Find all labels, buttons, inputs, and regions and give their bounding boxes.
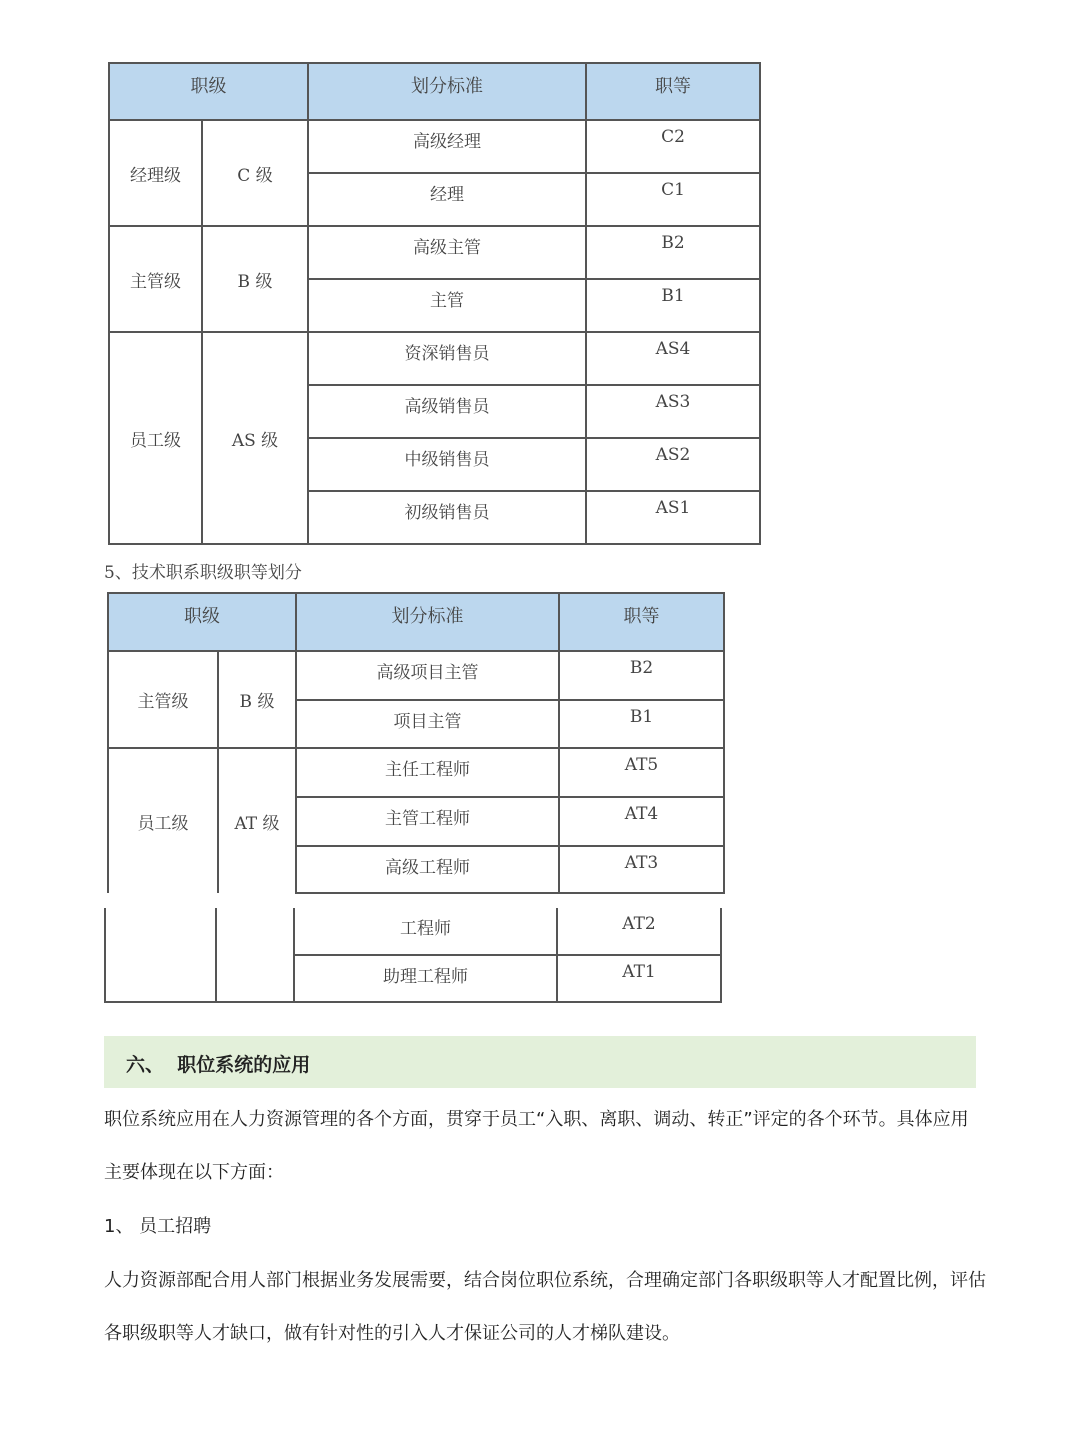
code-cell: AS 级: [202, 332, 308, 544]
list-item-heading: 1、 员工招聘: [104, 1216, 212, 1237]
standard-cell: 高级工程师: [296, 846, 559, 893]
grade-cell: AS3: [586, 385, 760, 438]
standard-cell: 主管: [308, 279, 586, 332]
header-standard: 划分标准: [296, 593, 559, 651]
level-cell: 主管级: [108, 651, 218, 748]
sales-grade-table: [108, 62, 761, 545]
empty-code-cell: [216, 908, 294, 1002]
standard-cell: 助理工程师: [294, 955, 557, 1002]
level-cell: 主管级: [109, 226, 202, 332]
grade-cell: AS2: [586, 438, 760, 491]
standard-cell: 高级主管: [308, 226, 586, 279]
level-cell: 经理级: [109, 120, 202, 226]
section-heading-bar: [104, 1036, 976, 1088]
standard-cell: 高级项目主管: [296, 651, 559, 700]
grade-cell: AT2: [557, 908, 721, 955]
standard-cell: 经理: [308, 173, 586, 226]
standard-cell: 主任工程师: [296, 748, 559, 797]
paragraph-line: 主要体现在以下方面：: [104, 1162, 284, 1183]
grade-cell: B2: [586, 226, 760, 279]
grade-cell: AS4: [586, 332, 760, 385]
standard-cell: 中级销售员: [308, 438, 586, 491]
header-grade: 职等: [586, 63, 760, 120]
code-cell: C 级: [202, 120, 308, 226]
standard-cell: 资深销售员: [308, 332, 586, 385]
tech-grade-table: [107, 592, 725, 894]
paragraph-line: 职位系统应用在人力资源管理的各个方面，贯穿于员工“入职、离职、调动、转正”评定的各个环节。具体应用: [104, 1109, 969, 1130]
code-cell: B 级: [202, 226, 308, 332]
standard-cell: 初级销售员: [308, 491, 586, 544]
header-level: 职级: [109, 63, 308, 120]
level-cell: 员工级: [108, 748, 218, 893]
section-title: 六、 职位系统的应用: [126, 1054, 311, 1076]
standard-cell: 项目主管: [296, 700, 559, 748]
grade-cell: AT3: [559, 846, 724, 893]
standard-cell: 主管工程师: [296, 797, 559, 846]
grade-cell: AT1: [557, 955, 721, 1002]
paragraph-line: 各职级职等人才缺口，做有针对性的引入人才保证公司的人才梯队建设。: [104, 1323, 680, 1344]
grade-cell: AT5: [559, 748, 724, 797]
header-grade: 职等: [559, 593, 724, 651]
standard-cell: 高级销售员: [308, 385, 586, 438]
header-standard: 划分标准: [308, 63, 586, 120]
empty-level-cell: [105, 908, 216, 1002]
paragraph-line: 人力资源部配合用人部门根据业务发展需要，结合岗位职位系统，合理确定部门各职级职等人才配置比例，评估: [104, 1270, 986, 1291]
grade-cell: B1: [586, 279, 760, 332]
grade-cell: B2: [559, 651, 724, 700]
grade-cell: AT4: [559, 797, 724, 846]
grade-cell: B1: [559, 700, 724, 748]
tech-table-caption: 5、技术职系职级职等划分: [104, 563, 302, 583]
level-cell: 员工级: [109, 332, 202, 544]
grade-cell: AS1: [586, 491, 760, 544]
grade-cell: C1: [586, 173, 760, 226]
code-cell: B 级: [218, 651, 296, 748]
header-level: 职级: [108, 593, 296, 651]
tech-grade-table-continued: [104, 908, 722, 1003]
standard-cell: 工程师: [294, 908, 557, 955]
grade-cell: C2: [586, 120, 760, 173]
standard-cell: 高级经理: [308, 120, 586, 173]
code-cell: AT 级: [218, 748, 296, 893]
